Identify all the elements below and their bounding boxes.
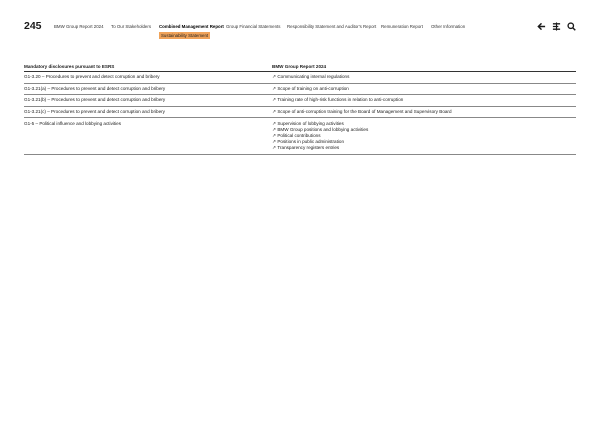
nav-item-financial-statements[interactable]: Group Financial Statements <box>226 24 281 29</box>
link-arrow-icon: ↗ <box>272 74 276 80</box>
report-link[interactable]: ↗ Political contributions <box>272 132 321 138</box>
report-link[interactable]: ↗ Transparency registers entries <box>272 145 340 151</box>
link-arrow-icon: ↗ <box>272 145 276 151</box>
nav-item-responsibility-statement[interactable]: Responsibility Statement and Auditor's Report <box>287 24 377 29</box>
column-header-disclosure: Mandatory disclosures pursuant to ESRS <box>24 62 272 72</box>
disclosure-text: G1-3.20 – Procedures to prevent and detect corruption and bribery <box>24 74 160 80</box>
link-arrow-icon: ↗ <box>272 85 276 91</box>
nav-item-report[interactable]: BMW Group Report 2024 <box>54 24 104 29</box>
nav-item-stakeholders[interactable]: To Our Stakeholders <box>111 24 152 29</box>
table-row <box>24 118 576 154</box>
table-row <box>24 83 576 95</box>
link-arrow-icon: ↗ <box>272 126 276 132</box>
report-link[interactable]: ↗ Scope of anti-corruption training for the Board of Management and Supervisory Board <box>272 108 452 114</box>
nav-subitem-sustainability[interactable]: Sustainability Statement <box>161 33 209 38</box>
table-row <box>24 72 576 84</box>
report-link[interactable]: ↗ BMW Group positions and lobbying activities <box>272 126 369 132</box>
disclosures-table <box>24 62 576 155</box>
disclosure-text: G1-5 – Political influence and lobbying activities <box>24 120 122 126</box>
search-icon[interactable] <box>567 22 576 31</box>
link-arrow-icon: ↗ <box>272 132 276 138</box>
link-arrow-icon: ↗ <box>272 97 276 103</box>
nav-item-management-report[interactable]: Combined Management Report <box>159 24 224 29</box>
disclosure-text: G1-3.21(c) – Procedures to prevent and detect corruption and bribery <box>24 108 165 114</box>
report-link[interactable]: ↗ Scope of training on anti-corruption <box>272 85 349 91</box>
link-arrow-icon: ↗ <box>272 120 276 126</box>
report-link[interactable]: ↗ Communicating internal regulations <box>272 74 350 80</box>
column-header-report: BMW Group Report 2024 <box>272 62 576 72</box>
table-header-row <box>24 62 576 72</box>
report-link[interactable]: ↗ Supervision of lobbying activities <box>272 120 344 126</box>
link-arrow-icon: ↗ <box>272 139 276 145</box>
menu-icon[interactable] <box>552 22 561 31</box>
link-arrow-icon: ↗ <box>272 108 276 114</box>
toolbar-icons <box>537 22 576 31</box>
nav-item-other-information[interactable]: Other Information <box>431 24 466 29</box>
report-link[interactable]: ↗ Training rate of high-risk functions in relation to anti-corruption <box>272 97 404 103</box>
table-row <box>24 106 576 118</box>
table-row <box>24 95 576 107</box>
back-arrow-icon[interactable] <box>537 22 546 31</box>
disclosure-text: G1-3.21(a) – Procedures to prevent and detect corruption and bribery <box>24 85 166 91</box>
page-number: 245 <box>24 20 42 32</box>
disclosure-text: G1-3.21(b) – Procedures to prevent and detect corruption and bribery <box>24 97 166 103</box>
nav-item-remuneration-report[interactable]: Remuneration Report <box>381 24 423 29</box>
report-link[interactable]: ↗ Positions in public administration <box>272 139 345 145</box>
